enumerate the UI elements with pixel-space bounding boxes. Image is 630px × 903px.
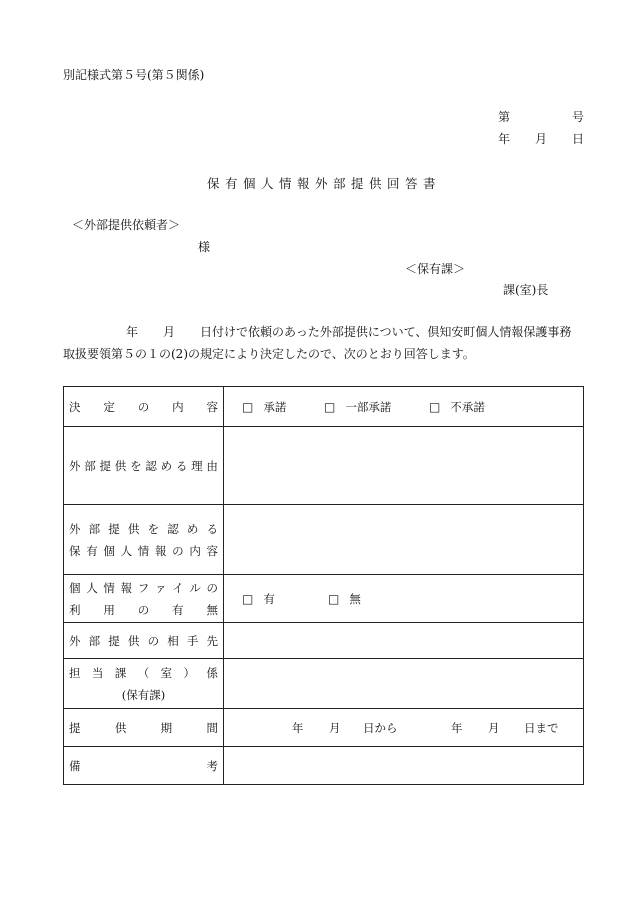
content-label bbox=[64, 505, 224, 575]
period-field[interactable] bbox=[224, 709, 584, 747]
checkbox-icon[interactable]: □ bbox=[242, 399, 254, 414]
label-char: 用 bbox=[103, 602, 115, 617]
period-label-chars bbox=[69, 720, 218, 736]
row-period bbox=[64, 709, 584, 747]
label-char: 情 bbox=[103, 580, 115, 595]
date-year: 年 bbox=[498, 132, 511, 146]
person-label-1-chars bbox=[69, 665, 218, 681]
file-label-2-chars bbox=[69, 602, 218, 618]
label-char: 容 bbox=[206, 543, 218, 558]
reason-field[interactable] bbox=[224, 427, 584, 505]
number-suffix: 号 bbox=[572, 110, 585, 124]
period-to-day: 日まで bbox=[524, 720, 559, 735]
content-label-2-chars bbox=[69, 543, 218, 559]
body-line-2: 取扱要領第５の１の(2)の規定により決定したので、次のとおり回答します。 bbox=[63, 347, 475, 361]
label-char: 人 bbox=[86, 580, 98, 595]
remarks-field[interactable] bbox=[224, 747, 584, 785]
label-char: 外 bbox=[69, 521, 81, 536]
label-char: 理 bbox=[191, 458, 203, 473]
label-char: の bbox=[172, 543, 184, 558]
label-char: 内 bbox=[189, 543, 201, 558]
label-char: を bbox=[147, 521, 160, 536]
document-title: 保有個人情報外部提供回答書 bbox=[207, 176, 442, 191]
label-char: 容 bbox=[206, 399, 218, 414]
label-char: 間 bbox=[206, 720, 218, 735]
label-char: の bbox=[206, 580, 218, 595]
label-char: 報 bbox=[120, 580, 133, 595]
label-char: 提 bbox=[99, 458, 112, 473]
label-char: 当 bbox=[91, 665, 104, 680]
row-decision bbox=[64, 387, 584, 427]
option-yes[interactable] bbox=[242, 591, 328, 607]
period-to-month: 月 bbox=[488, 720, 500, 735]
label-char: の bbox=[137, 399, 150, 414]
row-recipient bbox=[64, 623, 584, 659]
row-remarks bbox=[64, 747, 584, 785]
label-char: 提 bbox=[108, 521, 120, 536]
answer-table bbox=[63, 386, 584, 785]
label-char: 由 bbox=[206, 458, 218, 473]
period-to-year: 年 bbox=[451, 720, 463, 735]
option-accept[interactable] bbox=[242, 399, 324, 415]
reason-label bbox=[64, 427, 224, 505]
label-char: ァ bbox=[154, 580, 167, 595]
label-char: 有 bbox=[86, 543, 98, 558]
label-char: 無 bbox=[206, 602, 218, 617]
label-char: 提 bbox=[69, 720, 81, 735]
checkbox-icon[interactable]: □ bbox=[324, 399, 336, 414]
section-chief: 課(室)長 bbox=[503, 283, 549, 297]
label-char: イ bbox=[172, 580, 184, 595]
reason-label-chars bbox=[69, 458, 218, 474]
label-char: 認 bbox=[145, 458, 157, 473]
decision-label bbox=[64, 387, 224, 427]
label-char: の bbox=[147, 633, 160, 648]
label-char: 人 bbox=[120, 543, 133, 558]
label-char: 内 bbox=[172, 399, 184, 414]
label-char: （ bbox=[137, 665, 150, 680]
option-reject-label: 不承諾 bbox=[450, 399, 485, 414]
option-partial[interactable] bbox=[324, 399, 429, 415]
remarks-label-chars bbox=[69, 758, 218, 774]
content-field[interactable] bbox=[224, 505, 584, 575]
label-char: 供 bbox=[127, 633, 140, 648]
label-char: 室 bbox=[160, 665, 173, 680]
label-char: 供 bbox=[114, 458, 127, 473]
period-from-year: 年 bbox=[292, 720, 304, 735]
option-yes-label: 有 bbox=[263, 591, 275, 606]
label-char: 有 bbox=[172, 602, 184, 617]
person-field[interactable] bbox=[224, 659, 584, 709]
form-id: 別記様式第５号(第５関係) bbox=[63, 68, 205, 82]
checkbox-icon[interactable]: □ bbox=[242, 591, 254, 606]
label-char: 係 bbox=[206, 665, 218, 680]
label-char: 部 bbox=[88, 521, 101, 536]
label-char: る bbox=[206, 521, 218, 536]
body-text-1: 日付けで依頼のあった外部提供について、倶知安町個人情報保護事務 bbox=[200, 325, 572, 339]
label-char: 部 bbox=[84, 458, 96, 473]
checkbox-icon[interactable]: □ bbox=[429, 399, 441, 414]
option-reject[interactable] bbox=[429, 399, 485, 415]
label-char: 提 bbox=[108, 633, 120, 648]
body-year: 年 bbox=[126, 325, 139, 339]
date-month: 月 bbox=[535, 132, 548, 146]
holding-section-label: ＜保有課＞ bbox=[405, 262, 466, 276]
file-label bbox=[64, 575, 224, 623]
period-label bbox=[64, 709, 224, 747]
label-char: 個 bbox=[69, 580, 81, 595]
label-char: 相 bbox=[167, 633, 179, 648]
recipient-label-chars bbox=[69, 633, 218, 649]
label-char: 担 bbox=[69, 665, 81, 680]
label-char: め bbox=[160, 458, 173, 473]
option-partial-label: 一部承諾 bbox=[345, 399, 392, 414]
label-char: の bbox=[137, 602, 150, 617]
content-label-1-chars bbox=[69, 521, 218, 537]
label-char: 期 bbox=[160, 720, 173, 735]
label-char: 課 bbox=[114, 665, 127, 680]
label-char: 定 bbox=[103, 399, 115, 414]
row-person bbox=[64, 659, 584, 709]
label-char: る bbox=[175, 458, 188, 473]
label-char: 先 bbox=[206, 633, 218, 648]
person-label bbox=[64, 659, 224, 709]
person-label-2: (保有課) bbox=[121, 687, 166, 702]
checkbox-icon[interactable]: □ bbox=[328, 591, 340, 606]
option-no-label: 無 bbox=[349, 591, 361, 606]
date-day: 日 bbox=[572, 132, 585, 146]
label-char: 決 bbox=[69, 399, 81, 414]
label-char: を bbox=[130, 458, 142, 473]
label-char: 手 bbox=[186, 633, 199, 648]
label-char: 外 bbox=[69, 458, 81, 473]
recipient-field[interactable] bbox=[224, 623, 584, 659]
row-content bbox=[64, 505, 584, 575]
requester-label: ＜外部提供依頼者＞ bbox=[72, 218, 181, 232]
label-char: ） bbox=[183, 665, 196, 680]
remarks-label bbox=[64, 747, 224, 785]
row-file bbox=[64, 575, 584, 623]
label-char: 考 bbox=[206, 758, 218, 773]
recipient-label bbox=[64, 623, 224, 659]
period-from-day: 日から bbox=[363, 720, 398, 735]
decision-label-chars bbox=[69, 399, 218, 415]
period-from-month: 月 bbox=[329, 720, 341, 735]
label-char: 利 bbox=[69, 602, 81, 617]
file-options bbox=[224, 575, 584, 623]
label-char: 供 bbox=[114, 720, 127, 735]
row-reason bbox=[64, 427, 584, 505]
label-char: 供 bbox=[127, 521, 140, 536]
label-char: 情 bbox=[137, 543, 150, 558]
label-char: め bbox=[186, 521, 199, 536]
label-char: 保 bbox=[69, 543, 81, 558]
label-char: 外 bbox=[69, 633, 81, 648]
decision-options bbox=[224, 387, 584, 427]
label-char: 備 bbox=[69, 758, 81, 773]
honorific: 様 bbox=[198, 240, 211, 254]
label-char: ル bbox=[189, 580, 201, 595]
number-prefix: 第 bbox=[498, 110, 511, 124]
label-char: 認 bbox=[167, 521, 179, 536]
body-month: 月 bbox=[163, 325, 176, 339]
file-label-1-chars bbox=[69, 580, 218, 596]
label-char: 部 bbox=[88, 633, 101, 648]
option-no[interactable] bbox=[328, 591, 361, 607]
option-accept-label: 承諾 bbox=[263, 399, 287, 414]
label-char: 個 bbox=[103, 543, 115, 558]
label-char: 報 bbox=[154, 543, 167, 558]
label-char: フ bbox=[137, 580, 150, 595]
